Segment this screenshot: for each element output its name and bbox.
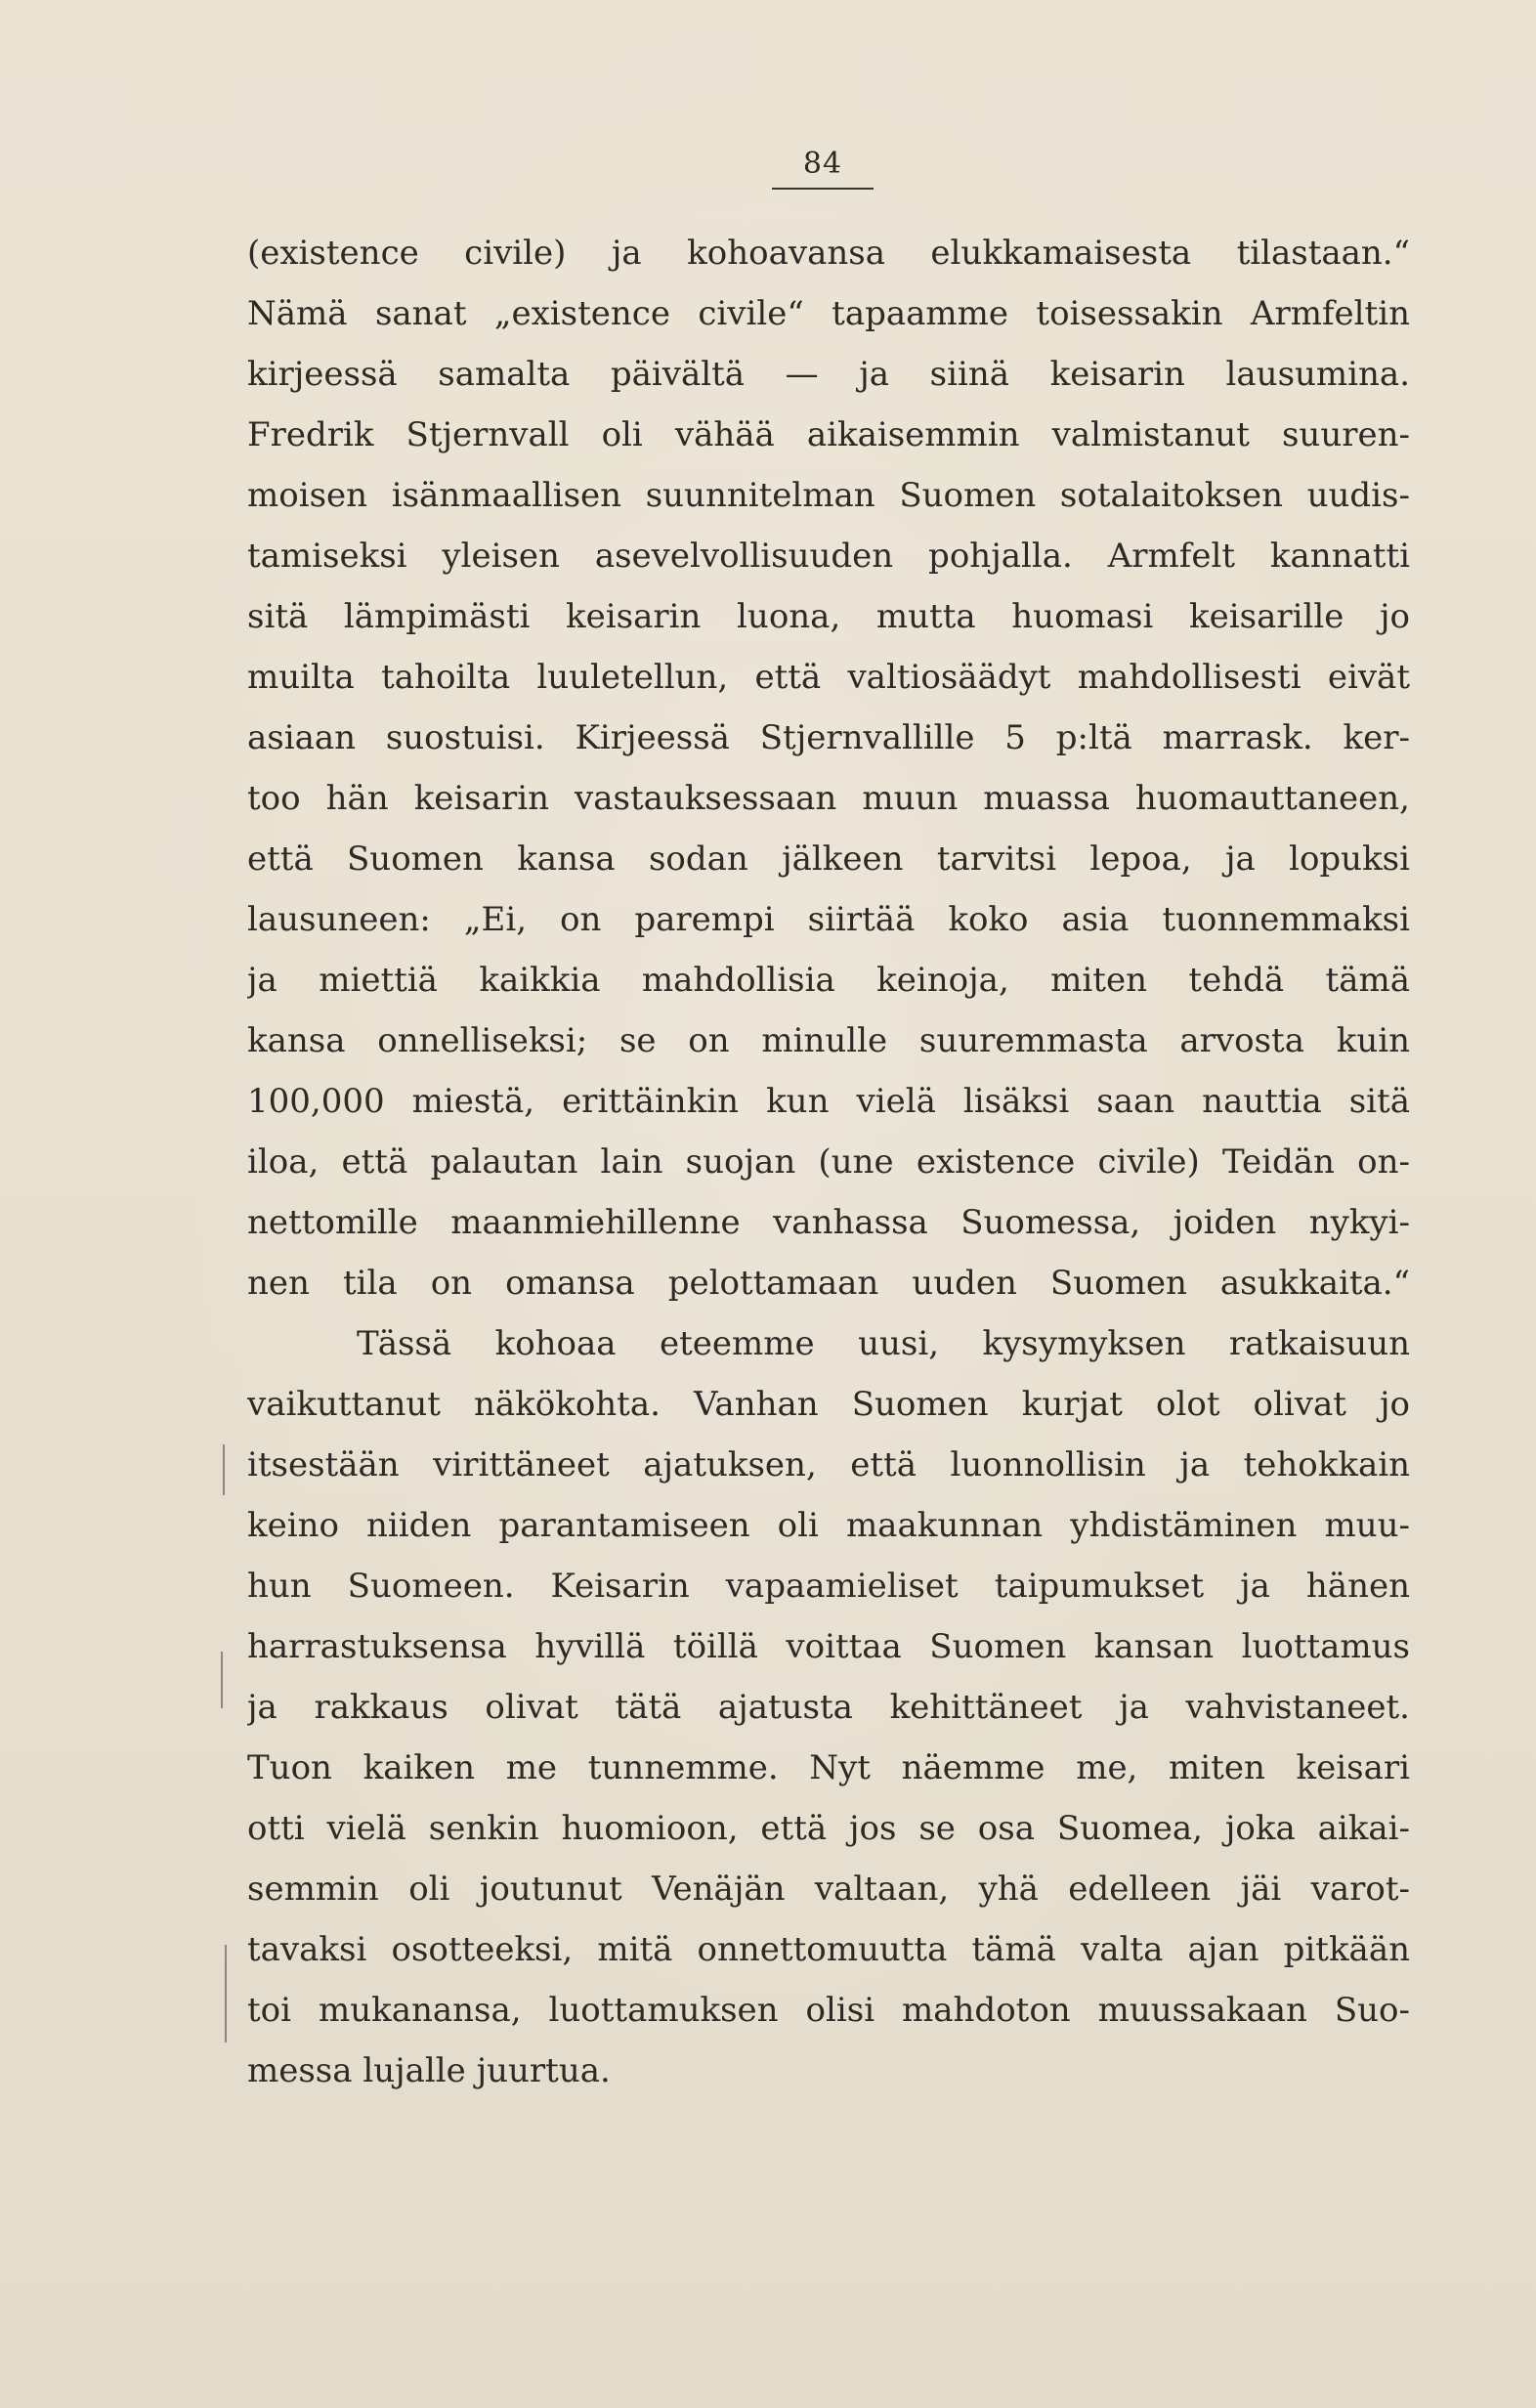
text-line: tavaksi osotteeksi, mitä onnettomuutta tämä valta ajan pitkään (247, 1930, 1410, 1969)
text-line: vaikuttanut näkökohta. Vanhan Suomen kurjat olot olivat jo (247, 1385, 1410, 1424)
text-line: kirjeessä samalta päivältä — ja siinä keisarin lausumina. (247, 355, 1410, 394)
text-line: sitä lämpimästi keisarin luona, mutta huomasi keisarille jo (247, 597, 1410, 636)
body-text (247, 223, 1410, 2101)
text-line: tamiseksi yleisen asevelvollisuuden pohjalla. Armfelt kannatti (247, 537, 1410, 576)
text-line: Tässä kohoaa eteemme uusi, kysymyksen ratkaisuun (357, 1324, 1410, 1363)
text-line: semmin oli joutunut Venäjän valtaan, yhä edelleen jäi varot- (247, 1870, 1410, 1909)
margin-mark (221, 1652, 223, 1708)
text-line: keino niiden parantamiseen oli maakunnan yhdistäminen muu- (247, 1506, 1410, 1545)
text-line: itsestään virittäneet ajatuksen, että luonnollisin ja tehokkain (247, 1445, 1410, 1484)
text-line: ja miettiä kaikkia mahdollisia keinoja, miten tehdä tämä (247, 961, 1410, 1000)
text-line: ja rakkaus olivat tätä ajatusta kehittäneet ja vahvistaneet. (247, 1688, 1410, 1727)
text-line: nettomille maanmiehillenne vanhassa Suomessa, joiden nykyi- (247, 1203, 1410, 1242)
text-line: Nämä sanat „existence civile“ tapaamme toisessakin Armfeltin (247, 294, 1410, 333)
text-line: otti vielä senkin huomioon, että jos se osa Suomea, joka aikai- (247, 1809, 1410, 1848)
text-line: iloa, että palautan lain suojan (une existence civile) Teidän on- (247, 1142, 1410, 1182)
text-line: too hän keisarin vastauksessaan muun muassa huomauttaneen, (247, 779, 1410, 818)
text-line: Fredrik Stjernvall oli vähää aikaisemmin valmistanut suuren- (247, 415, 1410, 454)
text-line: messa lujalle juurtua. (247, 2051, 611, 2090)
text-line: hun Suomeen. Keisarin vapaamieliset taipumukset ja hänen (247, 1567, 1410, 1606)
text-line: (existence civile) ja kohoavansa elukkamaisesta tilastaan.“ (247, 234, 1410, 273)
text-line: muilta tahoilta luuletellun, että valtiosäädyt mahdollisesti eivät (247, 658, 1410, 697)
text-line: lausuneen: „Ei, on parempi siirtää koko asia tuonnemmaksi (247, 900, 1410, 939)
text-line: kansa onnelliseksi; se on minulle suuremmasta arvosta kuin (247, 1021, 1410, 1060)
text-line: että Suomen kansa sodan jälkeen tarvitsi lepoa, ja lopuksi (247, 839, 1410, 879)
page-number-rule (772, 188, 874, 190)
text-line: moisen isänmaallisen suunnitelman Suomen sotalaitoksen uudis- (247, 476, 1410, 515)
text-line: toi mukanansa, luottamuksen olisi mahdoton muussakaan Suo- (247, 1991, 1410, 2030)
text-line: harrastuksensa hyvillä töillä voittaa Suomen kansan luottamus (247, 1627, 1410, 1666)
text-line: 100,000 miestä, erittäinkin kun vielä lisäksi saan nauttia sitä (247, 1082, 1410, 1121)
page-number: 84 (802, 147, 843, 181)
text-line: asiaan suostuisi. Kirjeessä Stjernvallille 5 p:ltä marrask. ker- (247, 718, 1410, 757)
text-line: Tuon kaiken me tunnemme. Nyt näemme me, miten keisari (247, 1748, 1410, 1787)
margin-mark (225, 1945, 227, 2042)
margin-mark (223, 1444, 225, 1495)
text-line: nen tila on omansa pelottamaan uuden Suomen asukkaita.“ (247, 1264, 1410, 1303)
